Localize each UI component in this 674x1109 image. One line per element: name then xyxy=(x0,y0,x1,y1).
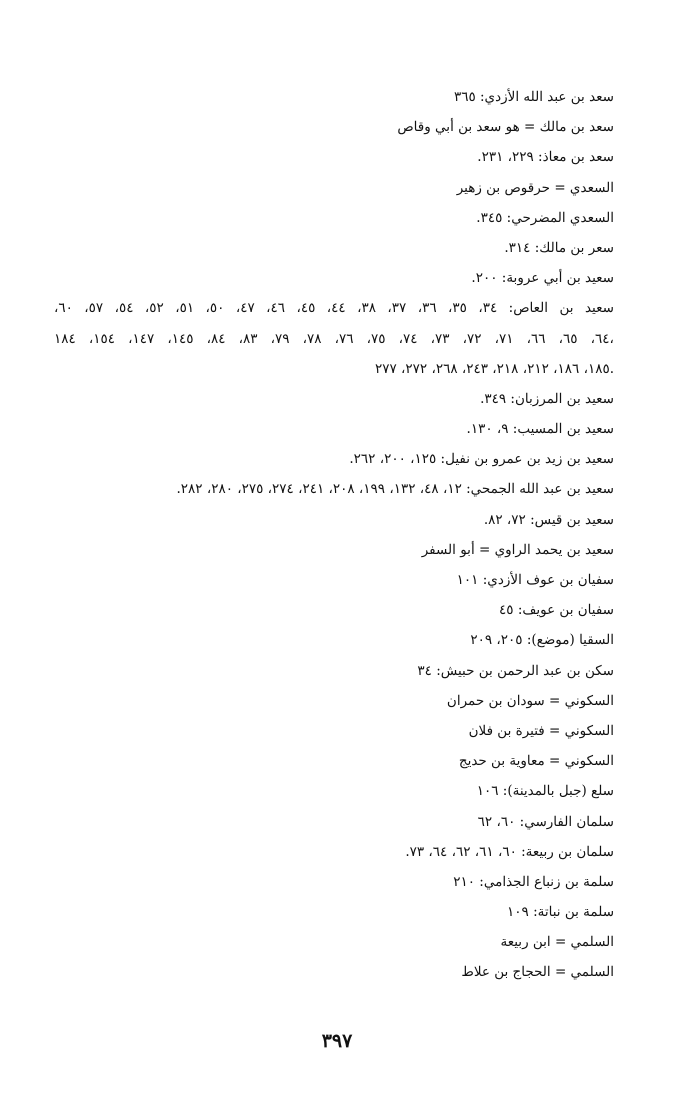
index-entry: السلمي = ابن ربيعة xyxy=(500,934,614,951)
index-entry: سفيان بن عوف الأزدي: ١٠١ xyxy=(456,572,614,588)
index-entry: سعيد بن أبي عروبة: ٢٠٠. xyxy=(471,270,614,287)
index-entry: سلمة بن زنباع الجذامي: ٢١٠ xyxy=(453,873,614,890)
index-entry: سعيد بن عبد الله الجمحي: ١٢، ٤٨، ١٣٢، ١٩٩، ٢٠٨، ٢٤١، ٢٧٤، ٢٧٥، ٢٨٠، ٢٨٢. xyxy=(176,481,614,498)
index-entry: سعيد بن زيد بن عمرو بن نفيل: ١٢٥، ٢٠٠، ٢٦٢. xyxy=(349,451,614,468)
index-entry: سلع (جبل بالمدينة): ١٠٦ xyxy=(476,783,614,800)
index-entry: سعيد بن المسيب: ٩، ١٣٠. xyxy=(466,421,614,438)
index-entries xyxy=(54,82,614,988)
index-entry: السلمي = الحجاج بن علاط xyxy=(461,964,614,981)
index-entry: السقيا (موضع): ٢٠٥، ٢٠٩ xyxy=(470,632,614,649)
index-entry: سعد بن عبد الله الأزدي: ٣٦٥ xyxy=(453,89,614,105)
index-entry: سعيد بن العاص: ٣٤، ٣٥، ٣٦، ٣٧، ٣٨، ٤٤، ٤٥، ٤٦، ٤٧، ٥٠، ٥١، ٥٢، ٥٤، ٥٧، ٦٠، xyxy=(54,300,614,317)
index-entry: سلمة بن نباتة: ١٠٩ xyxy=(507,904,614,921)
index-entry: سعد بن معاذ: ٢٢٩، ٢٣١. xyxy=(477,149,614,166)
index-entry: سعر بن مالك: ٣١٤. xyxy=(504,239,614,256)
index-entry: السكوني = فتيرة بن فلان xyxy=(468,722,614,739)
index-entry: سكن بن عبد الرحمن بن حبيش: ٣٤ xyxy=(417,662,614,679)
index-entry: السكوني = سودان بن حمران xyxy=(446,692,614,709)
index-entry: ٦٤، ٦٥، ٦٦، ٧١، ٧٢، ٧٣، ٧٤، ٧٥، ٧٦، ٧٨، ٧٩، ٨٣، ٨٤، ١٤٥، ١٤٧، ١٥٤، ١٨٤، xyxy=(54,330,614,347)
index-entry: السكوني = معاوية بن حديج xyxy=(458,753,614,770)
index-entry: سعيد بن قيس: ٧٢، ٨٢. xyxy=(483,511,614,528)
index-entry: سلمان بن ربيعة: ٦٠، ٦١، ٦٢، ٦٤، ٧٣. xyxy=(405,843,614,860)
index-entry: ١٨٥، ١٨٦، ٢١٢، ٢١٨، ٢٤٣، ٢٦٨، ٢٧٢، ٢٧٧. xyxy=(374,360,614,377)
index-entry: سعيد بن المرزبان: ٣٤٩. xyxy=(480,390,614,407)
index-entry: سلمان الفارسي: ٦٠، ٦٢ xyxy=(477,813,614,830)
index-entry: سعيد بن يحمد الراوي = أبو السفر xyxy=(421,541,614,558)
page-number: ٣٩٧ xyxy=(321,1030,353,1052)
index-entry: سعد بن مالك = هو سعد بن أبي وقاص xyxy=(397,119,614,136)
index-entry: السعدي المضرحي: ٣٤٥. xyxy=(476,209,614,226)
index-entry: السعدي = حرقوص بن زهير xyxy=(456,179,614,196)
index-entry: سفيان بن عويف: ٤٥ xyxy=(499,602,614,619)
